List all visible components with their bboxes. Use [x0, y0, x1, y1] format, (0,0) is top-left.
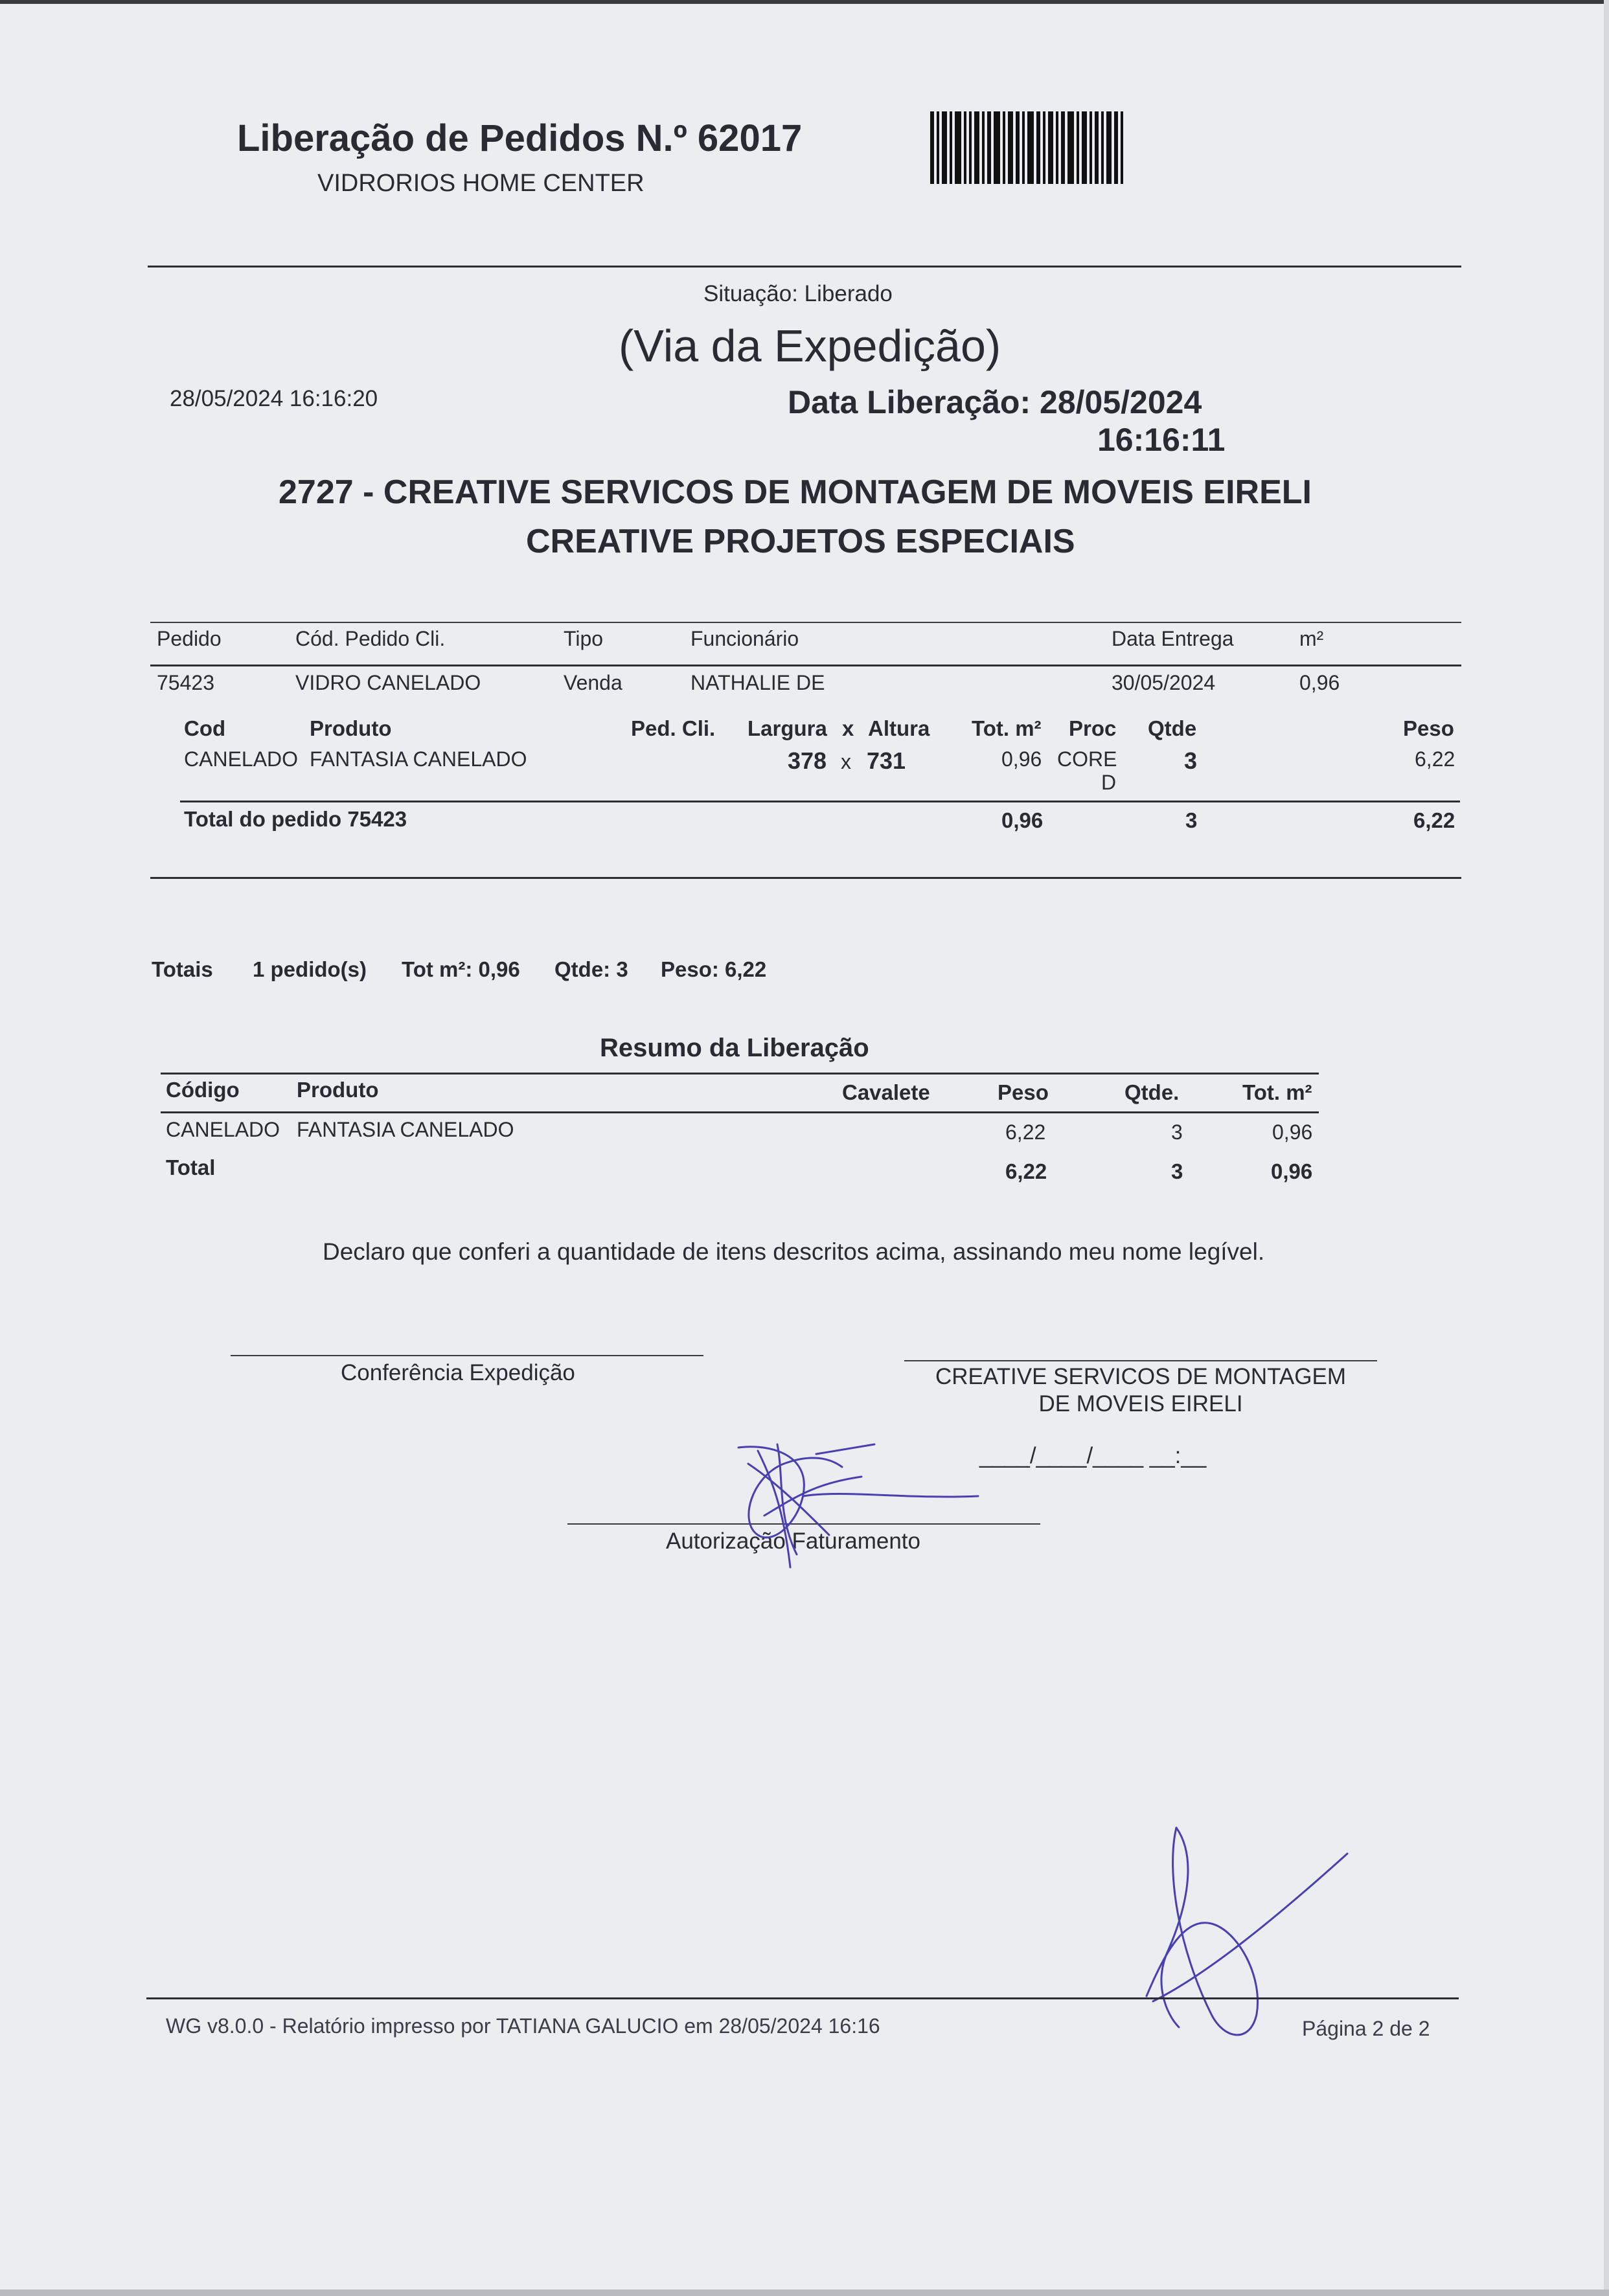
- footer-rule: [146, 1997, 1459, 1999]
- order-total-tot-m2: 0,96: [1001, 808, 1044, 832]
- item-col-altura: Altura: [868, 716, 930, 740]
- totals-pedidos: 1 pedido(s): [253, 957, 367, 981]
- summary-qtde: 3: [1171, 1120, 1183, 1144]
- summary-total-peso: 6,22: [1005, 1159, 1047, 1183]
- release-date: Data Liberação: 28/05/2024: [788, 384, 1202, 420]
- client-name: 2727 - CREATIVE SERVICOS DE MONTAGEM DE MOVEIS EIRELI: [279, 473, 1312, 511]
- order-total-label: Total do pedido 75423: [184, 807, 407, 831]
- client-subtitle: CREATIVE PROJETOS ESPECIAIS: [526, 523, 1075, 560]
- item-col-peso: Peso: [1403, 716, 1454, 740]
- print-datetime: 28/05/2024 16:16:20: [170, 386, 378, 411]
- col-m2: m²: [1299, 627, 1324, 650]
- order-total-peso: 6,22: [1413, 808, 1455, 832]
- item-col-ped-cli: Ped. Cli.: [631, 716, 716, 740]
- item-col-qtde: Qtde: [1148, 716, 1197, 740]
- summary-title: Resumo da Liberação: [600, 1034, 869, 1062]
- summary-header-rule: [161, 1111, 1319, 1113]
- item-proc-line2: D: [1101, 771, 1117, 794]
- col-cod-pedido-cli: Cód. Pedido Cli.: [295, 627, 446, 650]
- summary-col-cavalete: Cavalete: [842, 1080, 930, 1104]
- summary-total-label: Total: [166, 1155, 216, 1179]
- item-col-largura: Largura: [747, 716, 827, 740]
- summary-produto: FANTASIA CANELADO: [297, 1118, 514, 1141]
- order-m2: 0,96: [1299, 671, 1340, 694]
- summary-peso: 6,22: [1005, 1120, 1046, 1144]
- item-col-x: x: [842, 716, 854, 740]
- conferencia-signature-line: [231, 1355, 703, 1356]
- autorizacao-label: Autorização Faturamento: [666, 1529, 920, 1554]
- item-col-proc: Proc: [1069, 716, 1117, 740]
- summary-codigo: CANELADO: [166, 1118, 280, 1141]
- company-name: VIDRORIOS HOME CENTER: [317, 170, 645, 197]
- col-tipo: Tipo: [564, 627, 604, 650]
- scan-bottom-edge: [0, 2290, 1609, 2296]
- via-label: (Via da Expedição): [619, 321, 1001, 371]
- item-largura: 378: [788, 747, 827, 774]
- summary-total-tot-m2: 0,96: [1271, 1159, 1313, 1183]
- scan-top-edge: [0, 0, 1609, 4]
- barcode: [930, 111, 1159, 184]
- scan-right-edge: [1604, 0, 1609, 2296]
- item-altura: 731: [867, 747, 906, 774]
- col-data-entrega: Data Entrega: [1112, 627, 1234, 650]
- col-funcionario: Funcionário: [690, 627, 799, 650]
- header-divider: [148, 266, 1461, 267]
- item-peso: 6,22: [1415, 747, 1455, 771]
- status-text: Situação: Liberado: [703, 281, 893, 306]
- item-cod: CANELADO: [184, 747, 299, 771]
- document-title: Liberação de Pedidos N.º 62017: [237, 117, 803, 159]
- order-cod-pedido-cli: VIDRO CANELADO: [295, 671, 481, 694]
- summary-col-tot-m2: Tot. m²: [1242, 1080, 1312, 1104]
- footer-printed-by: WG v8.0.0 - Relatório impresso por TATIANA GALUCIO em 28/05/2024 16:16: [166, 2014, 880, 2038]
- totals-tot-m2: Tot m²: 0,96: [402, 957, 520, 981]
- handwritten-signature-autorizacao: [713, 1438, 985, 1593]
- item-col-tot-m2: Tot. m²: [972, 716, 1042, 740]
- footer-page-number: Página 2 de 2: [1302, 2017, 1430, 2040]
- item-col-produto: Produto: [310, 716, 392, 740]
- summary-tot-m2: 0,96: [1272, 1120, 1313, 1144]
- totals-label: Totais: [152, 957, 213, 981]
- order-tipo: Venda: [564, 671, 622, 694]
- conferencia-label: Conferência Expedição: [341, 1360, 575, 1385]
- order-pedido: 75423: [157, 671, 214, 694]
- totals-peso: Peso: 6,22: [661, 957, 767, 981]
- item-col-cod: Cod: [184, 716, 226, 740]
- date-time-blank: ____/____/____ __:__: [979, 1443, 1207, 1468]
- item-proc-line1: CORE: [1057, 747, 1117, 771]
- order-total-qtde: 3: [1185, 808, 1198, 832]
- items-total-rule: [180, 801, 1460, 802]
- order-table-header-rule: [150, 665, 1461, 666]
- item-produto: FANTASIA CANELADO: [310, 747, 527, 771]
- item-tot-m2: 0,96: [1001, 747, 1042, 771]
- company-signature-name-2: DE MOVEIS EIRELI: [1038, 1391, 1243, 1416]
- summary-col-codigo: Código: [166, 1078, 240, 1102]
- items-bottom-rule: [150, 877, 1461, 879]
- col-pedido: Pedido: [157, 627, 222, 650]
- order-data-entrega: 30/05/2024: [1112, 671, 1216, 694]
- summary-col-qtde: Qtde.: [1124, 1080, 1180, 1104]
- totals-qtde: Qtde: 3: [554, 957, 628, 981]
- summary-total-qtde: 3: [1171, 1159, 1183, 1183]
- order-table-top-rule: [150, 622, 1461, 623]
- item-qtde: 3: [1184, 747, 1198, 774]
- order-funcionario: NATHALIE DE: [690, 671, 825, 694]
- item-x: x: [841, 750, 851, 773]
- summary-col-produto: Produto: [297, 1078, 379, 1102]
- declaration-text: Declaro que conferi a quantidade de itens descritos acima, assinando meu nome legível.: [323, 1238, 1265, 1265]
- release-time: 16:16:11: [1097, 422, 1226, 458]
- summary-top-rule: [161, 1073, 1319, 1074]
- company-signature-line: [904, 1360, 1377, 1361]
- company-signature-name-1: CREATIVE SERVICOS DE MONTAGEM: [935, 1364, 1346, 1389]
- summary-col-peso: Peso: [998, 1080, 1049, 1104]
